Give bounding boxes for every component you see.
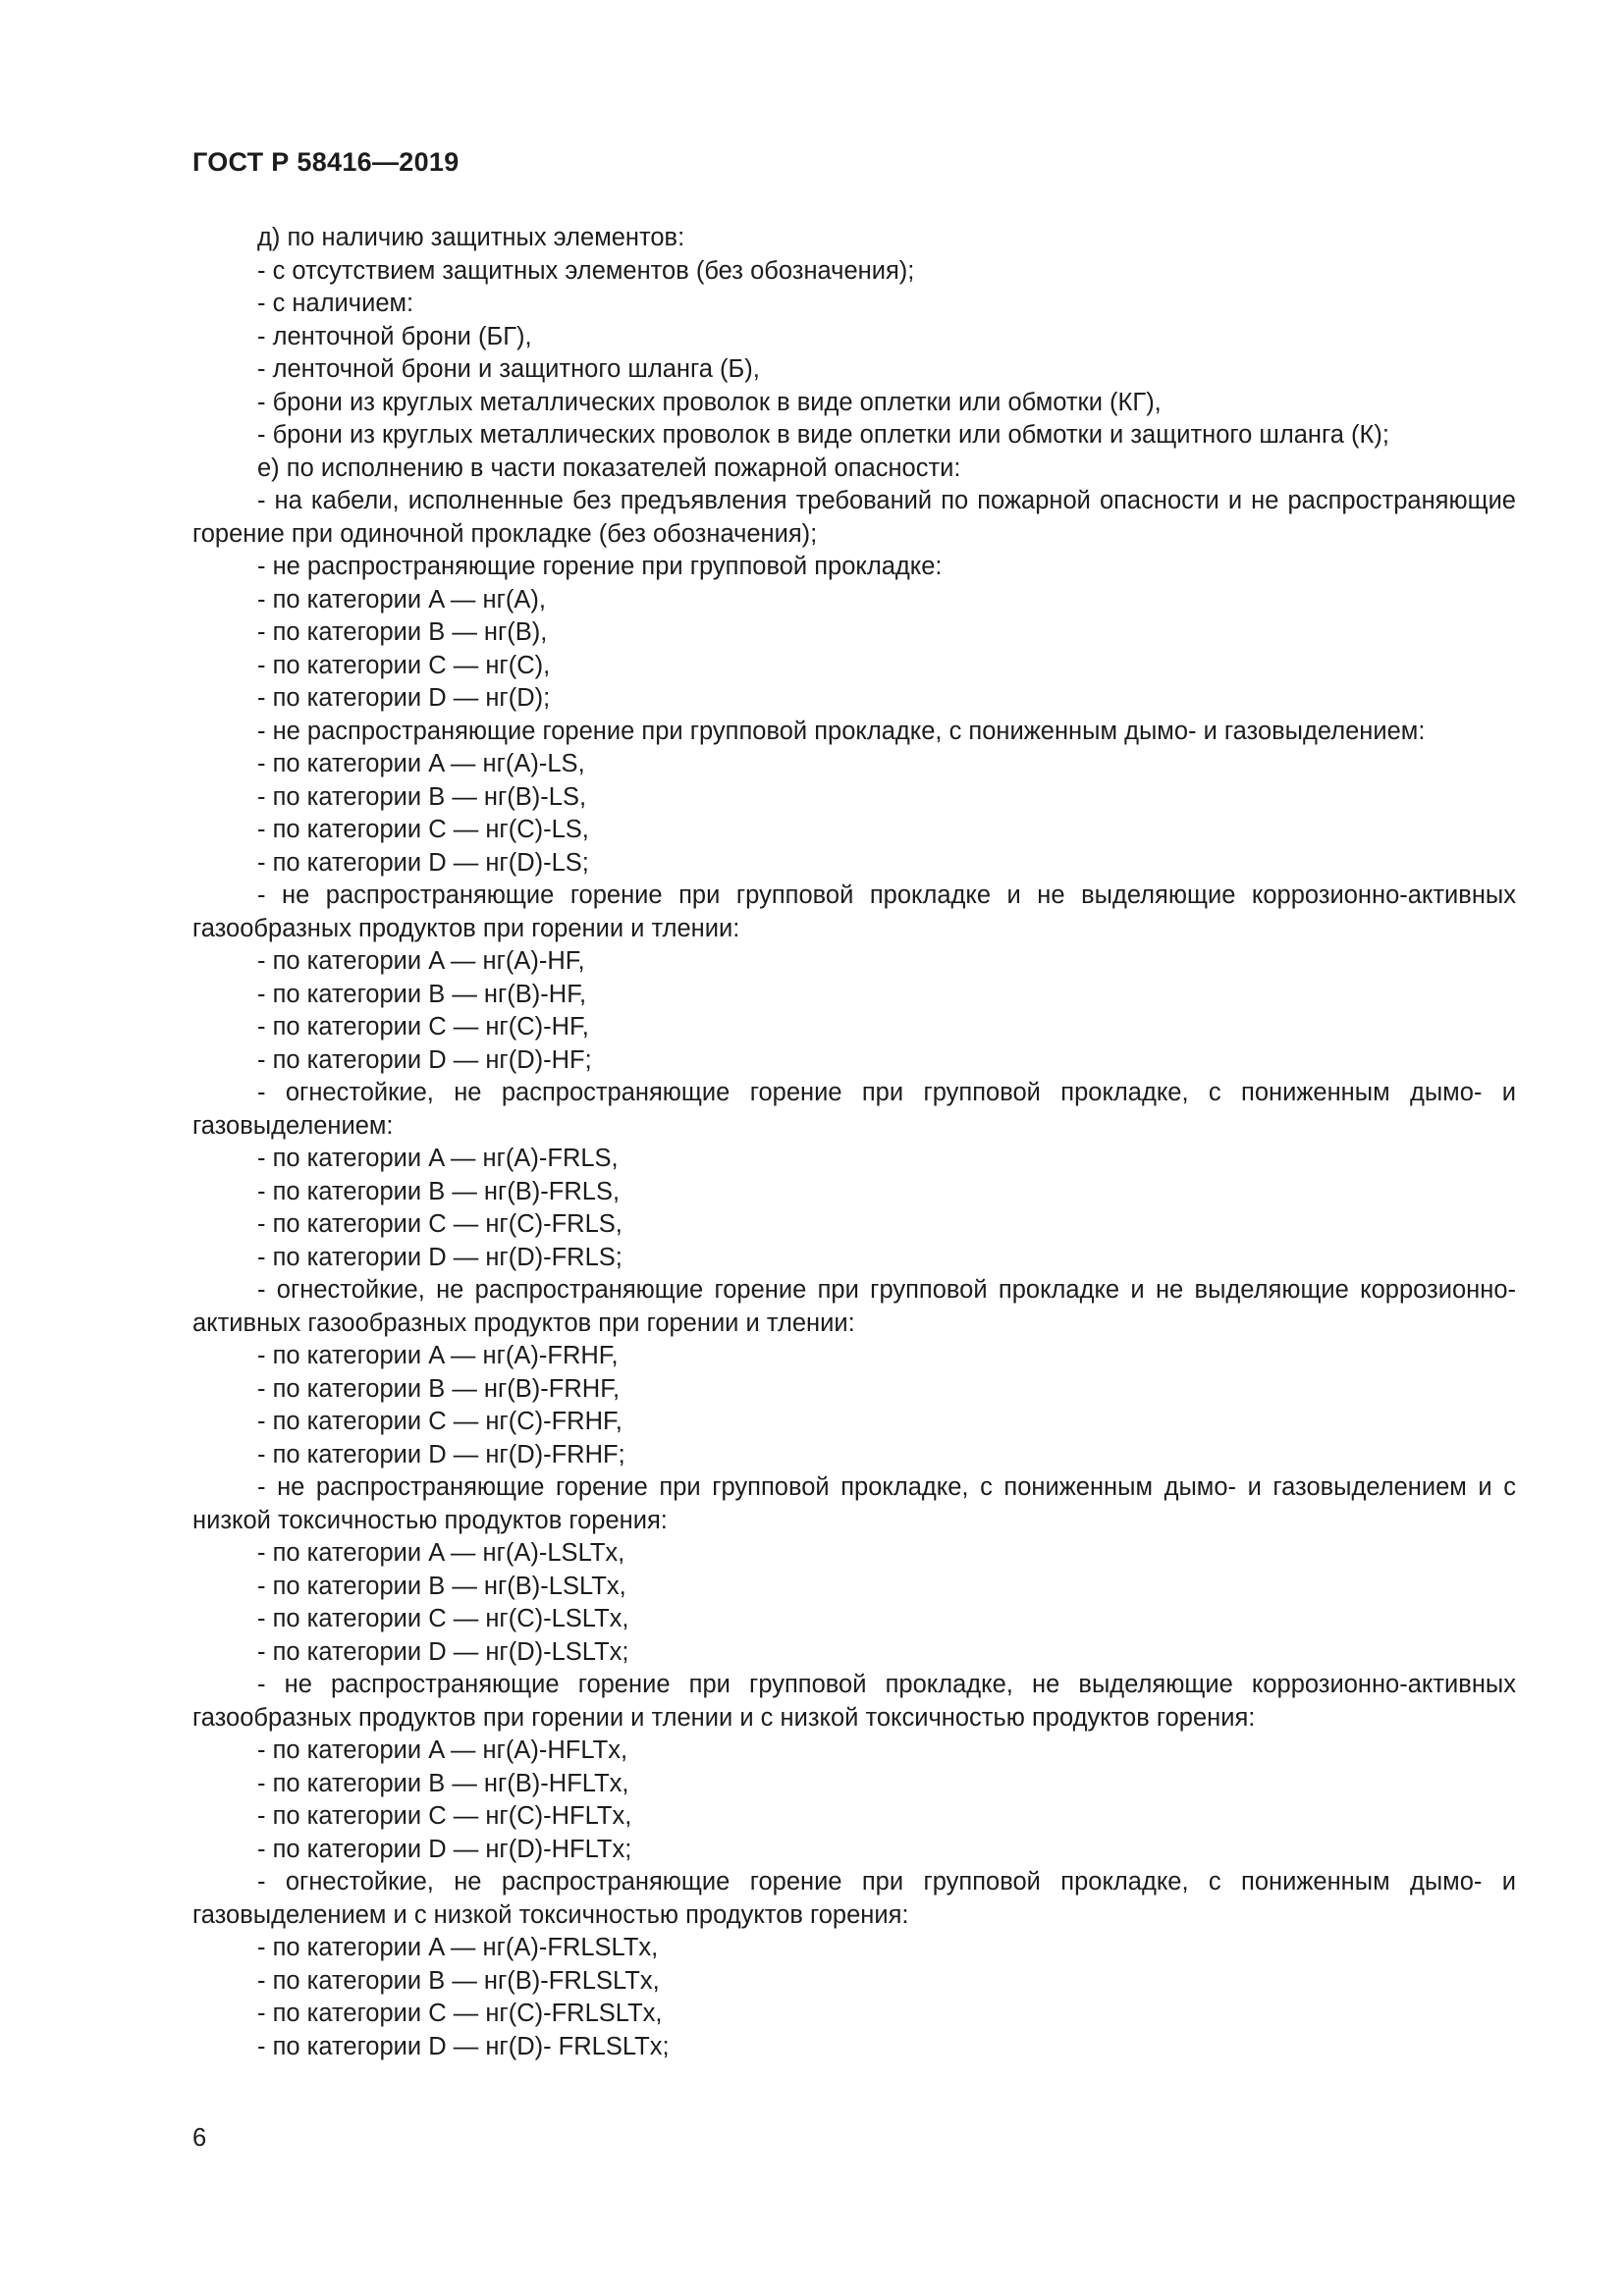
text-paragraph: - по категории D — нг(D)-HF; [257,1045,592,1074]
text-paragraph: - по категории C — нг(C)-FRHF, [257,1408,623,1435]
text-paragraph: - по категории B — нг(B)-FRLS, [257,1177,621,1205]
text-paragraph: - по категории A — нг(A)-FRLS, [257,1145,619,1172]
text-paragraph: - огнестойкие, не распространяющие горение при групповой прокладке, с пониженным дымо- и газовыделением и с низкой токсичностью продуктов горения: [192,1868,1516,1929]
text-paragraph: - брони из круглых металлических проволок в виде оплетки или обмотки и защитного шланга (К); [257,421,1389,449]
text-paragraph: - не распространяющие горение при групповой прокладке и не выделяющие коррозионно-активных газообразных продуктов при горении и тлении: [192,881,1516,942]
text-paragraph: - по категории A — нг(A)-LSLTx, [257,1539,625,1567]
text-paragraph: - не распространяющие горение при групповой прокладке, не выделяющие коррозионно-активных газообразных продуктов при горении и тлении и с низкой токсичностью продуктов горения: [192,1671,1516,1732]
text-paragraph: - по категории C — нг(C)-FRLSLTx, [257,2000,663,2027]
text-paragraph: е) по исполнению в части показателей пожарной опасности: [257,454,961,482]
text-paragraph: - по категории A — нг(A)-HFLTx, [257,1736,628,1764]
text-paragraph: - на кабели, исполненные без предъявления требований по пожарной опасности и не распространяющие горение при одиночной прокладке (без обозначения); [192,487,1516,548]
text-paragraph: - по категории C — нг(C)-FRLS, [257,1210,623,1238]
text-paragraph: - по категории C — нг(C)-HF, [257,1013,589,1041]
text-paragraph: - по категории D — нг(D)-LS; [257,848,589,877]
text-paragraph: - ленточной брони и защитного шланга (Б), [257,355,760,383]
text-paragraph: - не распространяющие горение при групповой прокладке: [257,553,943,580]
text-paragraph: - по категории A — нг(A)-FRLSLTx, [257,1934,659,1961]
text-paragraph: - по категории B — нг(B)-HF, [257,980,587,1008]
text-paragraph: - по категории B — нг(B)-FRLSLTx, [257,1966,660,1995]
text-paragraph: - по категории C — нг(C)-HFLTx, [257,1802,632,1830]
text-paragraph: - по категории B — нг(B)-FRHF, [257,1374,621,1403]
text-paragraph: - по категории A — нг(A)-HF, [257,947,585,975]
text-paragraph: д) по наличию защитных элементов: [257,224,685,251]
text-paragraph: - по категории D — нг(D)-HFLTx; [257,1835,632,1863]
document-body [192,222,1516,2063]
text-paragraph: - по категории B — нг(B)-LS, [257,782,587,811]
text-paragraph: - по категории B — нг(B)-LSLTx, [257,1572,626,1600]
text-paragraph: - по категории D — нг(D)-FRHF; [257,1440,625,1468]
text-paragraph: - по категории D — нг(D)- FRLSLTx; [257,2032,670,2060]
text-paragraph: - по категории C — нг(C)-LSLTx, [257,1605,629,1632]
text-paragraph: - по категории B — нг(B), [257,618,548,646]
text-paragraph: - с отсутствием защитных элементов (без обозначения); [257,256,915,285]
text-paragraph: - огнестойкие, не распространяющие горение при групповой прокладке и не выделяющие коррозионно-активных газообразных продуктов при горении и тлении: [192,1276,1516,1337]
text-paragraph: - ленточной брони (БГ), [257,322,532,350]
text-paragraph: - по категории D — нг(D)-FRLS; [257,1243,623,1271]
text-paragraph: - по категории A — нг(A)-LS, [257,750,585,777]
text-paragraph: - по категории C — нг(C)-LS, [257,816,589,843]
text-paragraph: - по категории D — нг(D); [257,684,551,712]
text-paragraph: - по категории B — нг(B)-HFLTx, [257,1769,629,1797]
page-number: 6 [192,2124,207,2152]
text-paragraph: - не распространяющие горение при групповой прокладке, с пониженным дымо- и газовыделением: [257,717,1426,745]
text-paragraph: - огнестойкие, не распространяющие горение при групповой прокладке, с пониженным дымо- и газовыделением: [192,1079,1516,1140]
text-paragraph: - по категории A — нг(A), [257,585,546,614]
document-header: ГОСТ Р 58416—2019 [192,147,460,177]
text-paragraph: - не распространяющие горение при групповой прокладке, с пониженным дымо- и газовыделением и с низкой токсичностью продуктов горения: [192,1473,1516,1534]
text-paragraph: - брони из круглых металлических проволок в виде оплетки или обмотки (КГ), [257,388,1162,416]
text-paragraph: - с наличием: [257,290,414,317]
text-paragraph: - по категории A — нг(A)-FRHF, [257,1342,619,1369]
text-paragraph: - по категории D — нг(D)-LSLTx; [257,1637,629,1666]
text-paragraph: - по категории C — нг(C), [257,651,551,679]
